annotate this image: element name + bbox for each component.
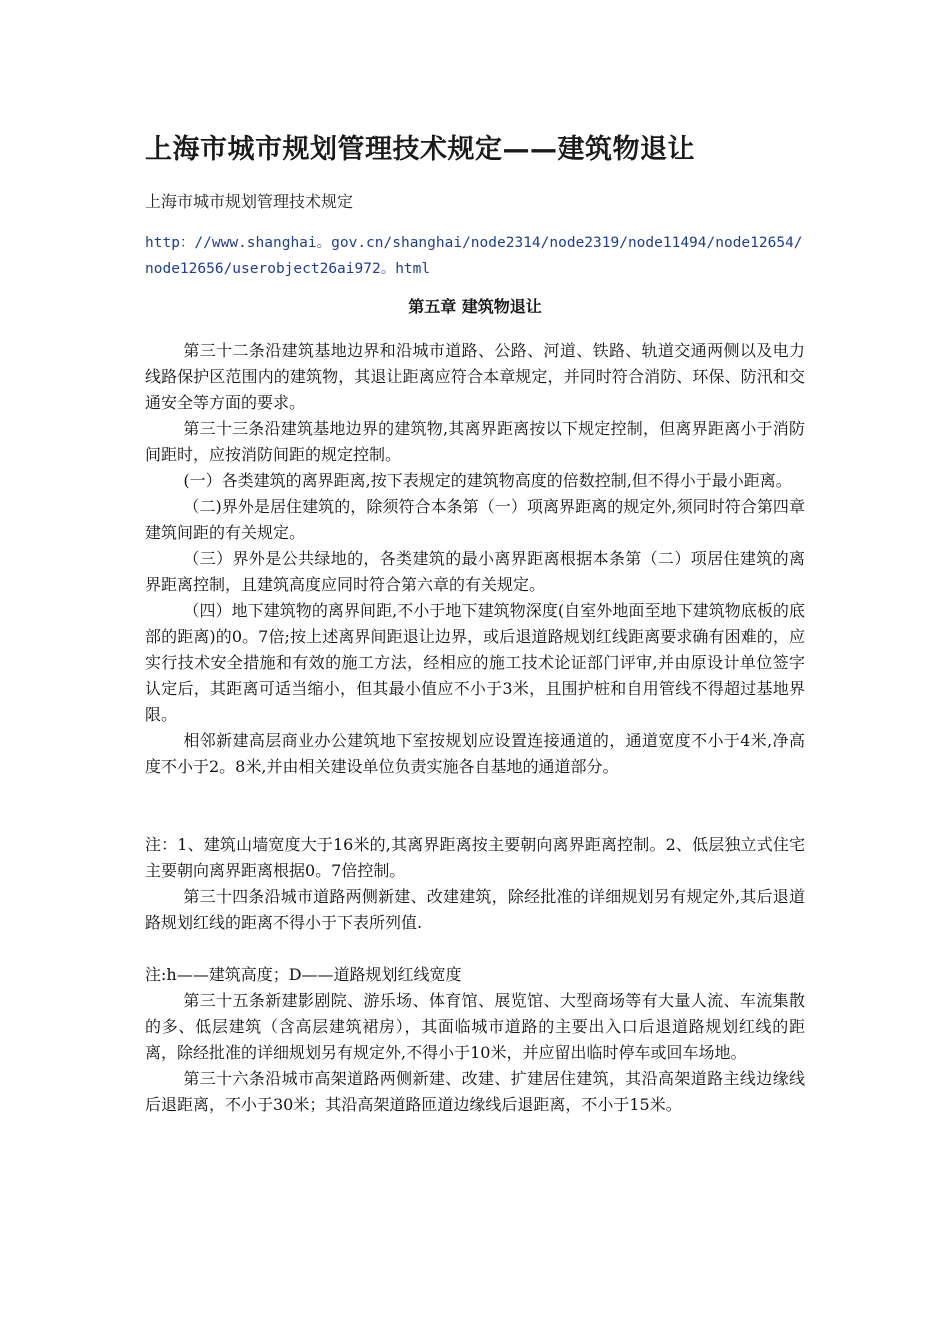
paragraph-article-33: 第三十三条沿建筑基地边界的建筑物,其离界距离按以下规定控制，但离界距离小于消防间距时，应按消防间距的规定控制。 — [145, 419, 805, 464]
paragraph-item-2: （二)界外是居住建筑的，除须符合本条第（一）项离界距离的规定外,须同时符合第四章建筑间距的有关规定。 — [145, 497, 805, 542]
paragraph-item-4: （四）地下建筑物的离界间距,不小于地下建筑物深度(自室外地面至地下建筑物底板的底部的距离)的0。7倍;按上述离界间距退让边界，或后退道路规划红线距离要求确有困难的，应实行技术安全措施和有效的施工方法，经相应的施工技术论证部门评审,并由原设计单位签字认定后，其距离可适当缩小，但其最小值应不小于3米，且围护桩和自用管线不得超过基地界限。 — [145, 601, 805, 724]
spacer — [145, 780, 805, 832]
document-page — [145, 130, 805, 1118]
note-setback-table-1: 注：1、建筑山墙宽度大于16米的,其离界距离按主要朝向离界距离控制。2、低层独立式住宅主要朝向离界距离根据0。7倍控制。 — [145, 835, 805, 880]
paragraph-article-36: 第三十六条沿城市高架道路两侧新建、改建、扩建居住建筑，其沿高架道路主线边缘线后退距离，不小于30米；其沿高架道路匝道边缘线后退距离，不小于15米。 — [145, 1069, 805, 1114]
paragraph-article-35: 第三十五条新建影剧院、游乐场、体育馆、展览馆、大型商场等有大量人流、车流集散的多、低层建筑（含高层建筑裙房），其面临城市道路的主要出入口后退道路规划红线的距离，除经批准的详细规划另有规定外,不得小于10米，并应留出临时停车或回车场地。 — [145, 991, 805, 1062]
paragraph-article-34: 第三十四条沿城市道路两侧新建、改建建筑，除经批准的详细规划另有规定外,其后退道路规划红线的距离不得小于下表所列值. — [145, 887, 805, 932]
chapter-heading: 第五章 建筑物退让 — [408, 297, 542, 316]
paragraph-article-32: 第三十二条沿建筑基地边界和沿城市道路、公路、河道、铁路、轨道交通两侧以及电力线路保护区范围内的建筑物，其退让距离应符合本章规定，并同时符合消防、环保、防汛和交通安全等方面的要求。 — [145, 341, 805, 412]
source-url-link[interactable]: http：//www.shanghai。gov.cn/shanghai/node2314/node2319/node11494/node12654/node12656/userobject26ai972。html — [145, 235, 803, 277]
note-setback-table-2: 注:h——建筑高度；D——道路规划红线宽度 — [145, 965, 462, 984]
paragraph-item-1: (一）各类建筑的离界距离,按下表规定的建筑物高度的倍数控制,但不得小于最小距离。 — [183, 471, 792, 490]
page-title: 上海市城市规划管理技术规定——建筑物退让 — [145, 134, 695, 165]
spacer — [145, 936, 805, 962]
document-subtitle: 上海市城市规划管理技术规定 — [145, 192, 354, 211]
paragraph-underground-passage: 相邻新建高层商业办公建筑地下室按规划应设置连接通道的，通道宽度不小于4米,净高度不小于2。8米,并由相关建设单位负责实施各自基地的通道部分。 — [145, 731, 805, 776]
paragraph-item-3: （三）界外是公共绿地的，各类建筑的最小离界距离根据本条第（二）项居住建筑的离界距离控制，且建筑高度应同时符合第六章的有关规定。 — [145, 549, 805, 594]
